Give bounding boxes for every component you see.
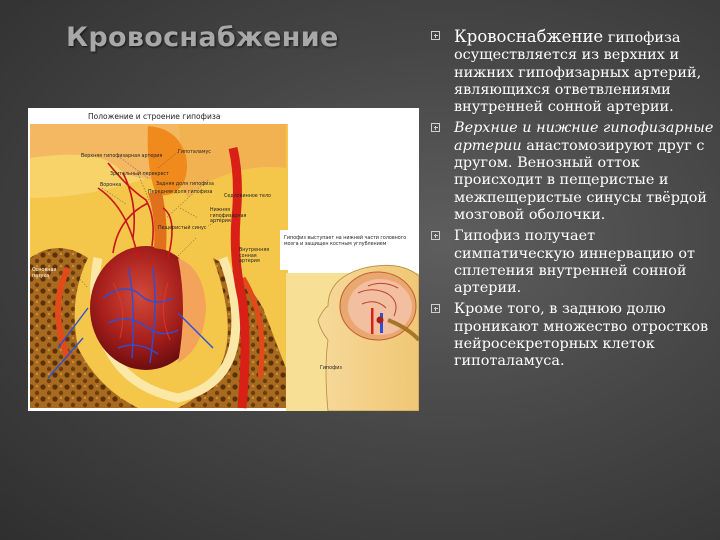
square-bullet-icon bbox=[431, 231, 440, 240]
label-optic-chiasm: Зрительный перекрест bbox=[110, 172, 169, 177]
bullet-list bbox=[428, 28, 716, 371]
square-bullet-icon bbox=[431, 123, 440, 132]
square-bullet-icon bbox=[431, 31, 440, 40]
bullet-lead: Кровоснабжение bbox=[454, 27, 604, 46]
label-inferior-artery: Нижняя гипофизарная артерия bbox=[210, 208, 247, 225]
label-info-text: Гипофиз выступает на нижней части головного мозга и защищен костным углублением bbox=[284, 236, 407, 247]
label-posterior-lobe: Задняя доля гипофиза bbox=[156, 182, 214, 187]
pituitary-illustration bbox=[28, 108, 419, 411]
label-superior-artery: Верхняя гипофизарная артерия bbox=[81, 154, 163, 159]
label-sphenoid-sinus: Основная пазуха bbox=[32, 268, 57, 279]
bullet-text bbox=[454, 120, 716, 224]
label-anterior-lobe: Передняя доля гипофиза bbox=[148, 190, 213, 195]
bullet-item bbox=[428, 228, 716, 297]
figure-title: Положение и строение гипофиза bbox=[88, 112, 221, 121]
bullet-item bbox=[428, 120, 716, 224]
slide-title: Кровоснабжение bbox=[66, 22, 339, 53]
label-cavernous-sinus: Пещеристый синус bbox=[158, 226, 207, 231]
label-internal-carotid: Внутренняя сонная артерия bbox=[239, 248, 270, 265]
bullet-text bbox=[454, 28, 716, 116]
label-hypophysis: Гипофиз bbox=[320, 366, 342, 371]
bullet-rest: гипофиза осуществляется из верхних и нижних гипофизарных артерий, являющихся ответвлениями внутренней сонной артерии. bbox=[454, 30, 702, 116]
bullet-item bbox=[428, 28, 716, 116]
square-bullet-icon bbox=[431, 304, 440, 313]
bullet-rest: анастомозируют друг с другом. Венозный отток происходит в пещеристые и межпещеристые синусы твёрдой мозговой оболочки. bbox=[454, 137, 708, 223]
bullet-text: Кроме того, в заднюю долю проникают множество отростков нейросекреторных клеток гипоталамуса. bbox=[454, 301, 709, 370]
label-infundibulum: Воронка bbox=[100, 183, 122, 188]
label-hypothalamus: Гипоталамус bbox=[178, 150, 211, 155]
bullet-text: Гипофиз получает симпатическую иннервацию от сплетения внутренней сонной артерии. bbox=[454, 228, 695, 297]
bullet-item bbox=[428, 301, 716, 370]
label-sellar-body: Седловинное тело bbox=[224, 194, 271, 199]
bullet-emphasis: Верхние и нижние гипофизарные артерии bbox=[454, 120, 714, 154]
